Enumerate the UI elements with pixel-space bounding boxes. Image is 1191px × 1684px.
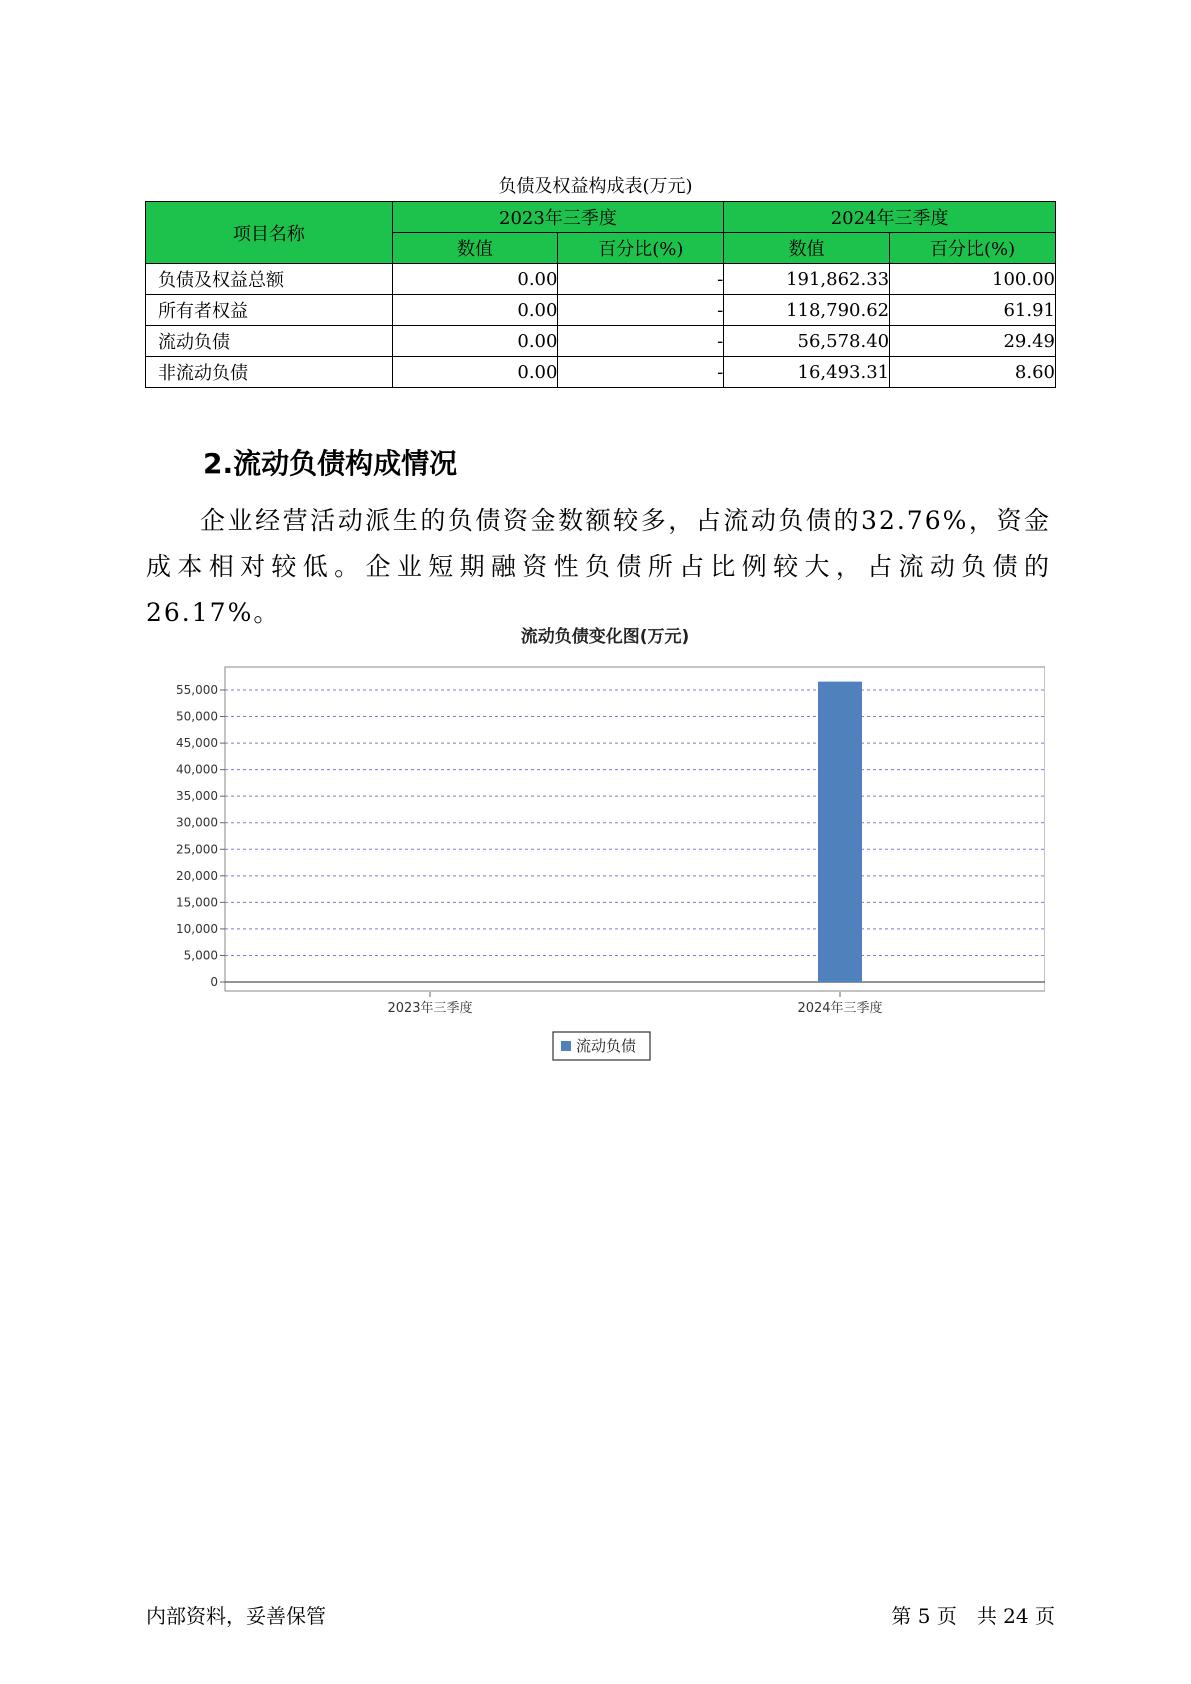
row-name: 所有者权益: [146, 295, 393, 326]
table-row: [146, 326, 1056, 357]
row-pct-2023: -: [558, 264, 724, 295]
table-row: [146, 264, 1056, 295]
table-row: [146, 357, 1056, 388]
y-tick-label: 10,000: [176, 921, 218, 936]
row-value-2024: 56,578.40: [724, 326, 890, 357]
current-liabilities-chart: [145, 620, 1045, 1070]
row-pct-2023: -: [558, 357, 724, 388]
row-name: 流动负债: [146, 326, 393, 357]
row-pct-2024: 29.49: [890, 326, 1056, 357]
row-value-2023: 0.00: [392, 295, 558, 326]
header-period-2024: 2024年三季度: [724, 202, 1056, 233]
row-pct-2023: -: [558, 295, 724, 326]
header-percent: 百分比(%): [558, 233, 724, 264]
header-value: 数值: [392, 233, 558, 264]
y-tick-label: 55,000: [176, 683, 218, 697]
bars: [818, 682, 862, 982]
liability-equity-table: [145, 201, 1056, 388]
footer-confidential: 内部资料，妥善保管: [146, 1604, 326, 1628]
row-pct-2023: -: [558, 326, 724, 357]
row-value-2023: 0.00: [392, 264, 558, 295]
chart-svg: [145, 620, 1045, 1070]
row-value-2024: 16,493.31: [724, 357, 890, 388]
section-heading: 2.流动负债构成情况: [203, 447, 458, 480]
chart-title: 流动负债变化图(万元): [520, 627, 690, 647]
y-tick-label: 20,000: [176, 868, 218, 883]
table-caption: 负债及权益构成表(万元): [498, 176, 693, 197]
row-value-2024: 191,862.33: [724, 264, 890, 295]
header-value: 数值: [724, 233, 890, 264]
header-item-name: 项目名称: [146, 202, 393, 264]
table-row: [146, 295, 1056, 326]
row-value-2023: 0.00: [392, 326, 558, 357]
row-name: 负债及权益总额: [146, 264, 393, 295]
y-tick-label: 30,000: [176, 815, 218, 830]
row-name: 非流动负债: [146, 357, 393, 388]
x-axis: [387, 992, 882, 1016]
y-tick-label: 40,000: [176, 762, 218, 777]
y-tick-label: 25,000: [176, 842, 218, 857]
section-paragraph: 企业经营活动派生的负债资金数额较多，占流动负债的32.76%，资金成本相对较低。企业短期融资性负债所占比例较大，占流动负债的26.17%。: [146, 506, 1051, 627]
legend-swatch: [561, 1041, 571, 1051]
y-tick-label: 5,000: [183, 948, 218, 963]
row-pct-2024: 61.91: [890, 295, 1056, 326]
y-tick-label: 0: [210, 975, 218, 989]
row-pct-2024: 100.00: [890, 264, 1056, 295]
y-tick-label: 35,000: [176, 789, 218, 804]
header-percent: 百分比(%): [890, 233, 1056, 264]
x-tick-label: 2024年三季度: [797, 1001, 883, 1016]
y-tick-label: 50,000: [176, 709, 218, 724]
plot-area: [225, 667, 1045, 991]
row-value-2024: 118,790.62: [724, 295, 890, 326]
y-tick-label: 15,000: [176, 895, 218, 910]
y-axis: [176, 683, 225, 989]
legend: [553, 1032, 650, 1060]
x-tick-label: 2023年三季度: [387, 1001, 473, 1016]
footer-page-number: 第 5 页 共 24 页: [891, 1604, 1055, 1628]
y-tick-label: 45,000: [176, 736, 218, 751]
row-value-2023: 0.00: [392, 357, 558, 388]
header-period-2023: 2023年三季度: [392, 202, 724, 233]
row-pct-2024: 8.60: [890, 357, 1056, 388]
legend-label: 流动负债: [576, 1037, 637, 1055]
bar: [818, 682, 862, 982]
